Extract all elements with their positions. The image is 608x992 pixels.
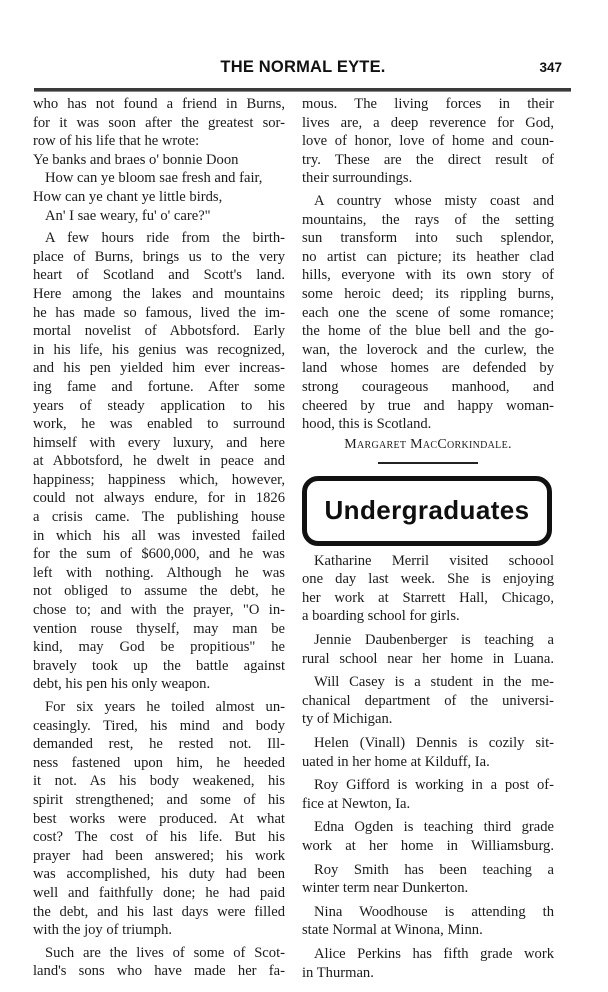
text-line: mountains, the rays of the setting xyxy=(302,211,554,228)
news-item xyxy=(302,673,554,729)
news-item xyxy=(302,776,554,813)
news-item xyxy=(302,818,554,855)
text-line: How can ye bloom sae fresh and fair, xyxy=(45,170,263,187)
text-line: Such are the lives of some of Scot- xyxy=(45,944,285,961)
text-line: not obliged to assume the debt, he xyxy=(33,583,285,600)
text-line: left with nothing. Although he was xyxy=(33,564,285,581)
text-line: chanical department of the universi- xyxy=(302,692,554,709)
text-line: sun transform into such splendor, xyxy=(302,230,554,247)
text-line: Jennie Daubenberger is teaching a xyxy=(314,632,554,649)
text-line: chose to; and with the prayer, "O in- xyxy=(33,602,285,619)
text-line: lives are, a deep reverence for God, xyxy=(302,114,554,131)
text-line: uated in her home at Kilduff, Ia. xyxy=(302,753,490,770)
text-line: was accomplished, his duty had been xyxy=(33,866,285,883)
page-number: 347 xyxy=(539,60,562,75)
text-line: happiness; happiness which, however, xyxy=(33,471,285,488)
news-item xyxy=(302,861,554,898)
text-line: Nina Woodhouse is attending th xyxy=(314,903,554,920)
text-line: debt, his pen his only weapon. xyxy=(33,676,211,693)
text-line: cost? The cost of his life. But his xyxy=(33,829,285,846)
text-line: mous. The living forces in their xyxy=(302,96,554,112)
text-line: Katharine Merril visited schoool xyxy=(314,552,554,569)
text-line: state Normal at Winona, Minn. xyxy=(302,922,483,939)
text-line: ness fastened upon him, he heeded xyxy=(33,754,285,771)
signature-rule-divider xyxy=(378,462,478,464)
text-line: For six years he toiled almost un- xyxy=(45,699,285,715)
text-line: the home of the blue bell and the go- xyxy=(302,323,554,340)
text-line: work at her home in Williamsburg. xyxy=(302,838,554,854)
text-line: could not always endure, for in 1826 xyxy=(33,490,285,507)
text-line: their surroundings. xyxy=(302,170,413,187)
text-line: heart of Scotland and Scott's land. xyxy=(33,267,285,284)
section-heading-box xyxy=(302,476,552,546)
text-line: ceasingly. Tired, his mind and body xyxy=(33,717,285,734)
publication-title: THE NORMAL EYTE. xyxy=(220,58,386,76)
essay-continuation xyxy=(302,95,554,434)
text-line: in his life, his genius was recognized, xyxy=(33,341,285,358)
text-line: spirit strengthened; and some of his xyxy=(33,791,285,808)
news-item xyxy=(302,903,554,940)
news-item xyxy=(302,734,554,771)
text-line: Helen (Vinall) Dennis is cozily sit- xyxy=(314,735,554,752)
text-line: the debt, and his last days were filled xyxy=(33,903,285,920)
text-line: bravely took up the battle against xyxy=(33,657,285,674)
text-line: ty of Michigan. xyxy=(302,711,393,728)
text-line: An' I sae weary, fu' o' care?" xyxy=(45,207,211,224)
text-line: winter term near Dunkerton. xyxy=(302,880,469,897)
text-line: try. These are the direct result of xyxy=(302,151,554,168)
text-line: demanded rest, he rested not. Ill- xyxy=(33,736,285,753)
text-line: vention rouse thyself, may man be xyxy=(33,620,285,637)
text-line: for the sum of $600,000, and he was xyxy=(33,546,285,563)
news-item xyxy=(302,631,554,668)
text-line: A few hours ride from the birth- xyxy=(45,230,285,247)
text-line: prayer had been answered; his work xyxy=(33,847,285,864)
text-line: a boarding school for girls. xyxy=(302,608,460,625)
text-line: Roy Smith has been teaching a xyxy=(314,861,554,878)
text-line: with the joy of triumph. xyxy=(33,922,173,939)
text-line: ing fame and fortune. After some xyxy=(33,378,285,395)
text-line: kind, may God be propitious" he xyxy=(33,639,285,656)
text-line: rural school near her home in Luana. xyxy=(302,650,554,667)
text-line: Will Casey is a student in the me- xyxy=(314,674,554,691)
text-line: Alice Perkins has fifth grade work xyxy=(314,945,554,962)
text-line: cheered by true and happy woman- xyxy=(302,397,554,414)
text-line: hood, this is Scotland. xyxy=(302,416,432,433)
text-line: mortal novelist of Abbotsford. Early xyxy=(33,323,285,340)
text-line: it not. As his body weakened, his xyxy=(33,773,285,790)
text-line: land's sons who have made her fa- xyxy=(33,963,285,980)
section-title: Undergraduates xyxy=(324,495,530,526)
text-line: Ye banks and braes o' bonnie Doon xyxy=(33,151,239,168)
text-line: years of steady application to his xyxy=(33,397,285,414)
text-line: Roy Gifford is working in a post of- xyxy=(314,777,554,794)
text-line: wan, the loverock and the curlew, the xyxy=(302,341,554,358)
author-signature: Margaret MacCorkindale. xyxy=(344,436,512,452)
text-line: in which his all was invested failed xyxy=(33,527,285,544)
right-column xyxy=(302,95,554,982)
text-line: fice at Newton, Ia. xyxy=(302,795,411,812)
text-line: in Thurman. xyxy=(302,964,374,981)
text-line: work, he was enabled to surround xyxy=(33,416,285,433)
news-item xyxy=(302,552,554,626)
text-line: well and faithfully done; he had paid xyxy=(33,884,285,901)
text-line: How can ye chant ye little birds, xyxy=(33,188,223,205)
text-line: each one the scene of some romance; xyxy=(302,304,554,321)
text-line: Here among the lakes and mountains xyxy=(33,285,285,302)
news-items-list xyxy=(302,552,554,982)
text-line: row of his life that he wrote: xyxy=(33,133,200,150)
text-line: and his pen yielded him ever increas- xyxy=(33,360,285,377)
left-column xyxy=(33,95,285,981)
text-line: he has made so famous, lived the im- xyxy=(33,304,285,321)
text-line: who has not found a friend in Burns, xyxy=(33,96,285,112)
text-line: Edna Ogden is teaching third grade xyxy=(314,819,554,836)
text-line: for it was soon after the greatest sor- xyxy=(33,114,285,131)
text-line: hills, everyone with its own story of xyxy=(302,267,554,284)
news-item xyxy=(302,945,554,982)
text-line: some heroic deed; its rippling burns, xyxy=(302,285,554,302)
text-line: love of honor, love of home and coun- xyxy=(302,133,554,150)
text-line: at Abbotsford, he dwelt in peace and xyxy=(33,453,285,470)
page-header xyxy=(34,58,572,82)
header-rule-divider xyxy=(34,88,571,92)
text-line: place of Burns, brings us to the very xyxy=(33,248,285,265)
text-line: strong courageous manhood, and xyxy=(302,378,554,395)
text-line: himself with every luxury, and here xyxy=(33,434,285,451)
text-line: best works were produced. At what xyxy=(33,810,285,827)
text-line: a crisis came. The publishing house xyxy=(33,509,285,526)
text-line: no artist can picture; its heather clad xyxy=(302,248,554,265)
text-line: A country whose misty coast and xyxy=(314,192,554,209)
text-line: one day last week. She is enjoying xyxy=(302,571,554,588)
text-line: land whose homes are defended by xyxy=(302,360,554,377)
text-line: her work at Starrett Hall, Chicago, xyxy=(302,589,554,606)
